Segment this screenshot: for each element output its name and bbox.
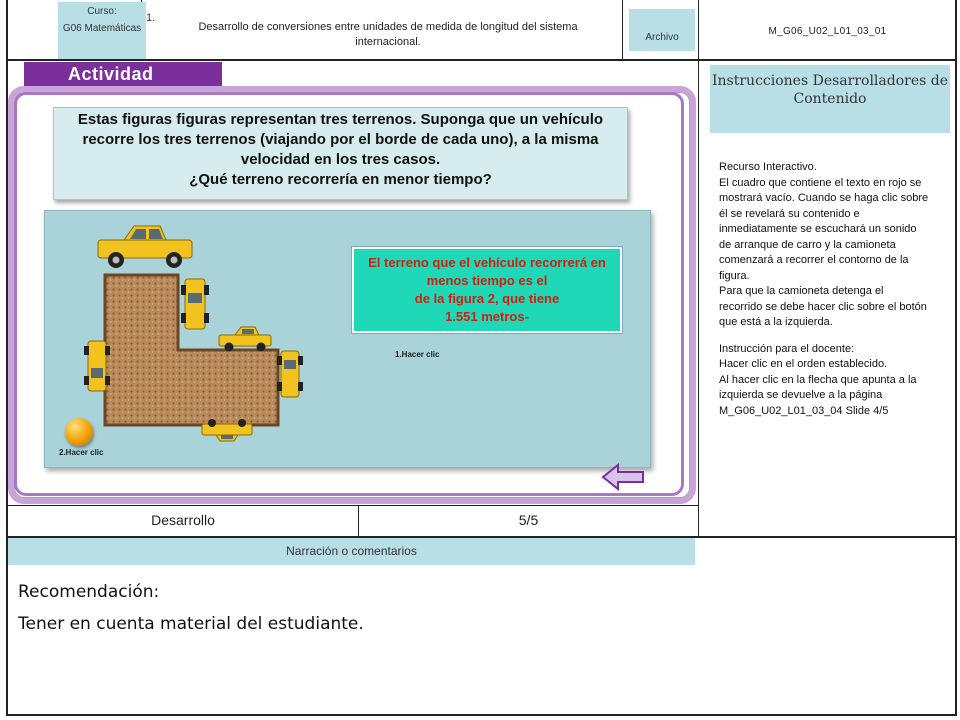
click2-label: 2.Hacer clic xyxy=(59,448,104,457)
course-box xyxy=(58,2,146,59)
answer-text: El terreno que el vehículo recorrerá en menos tiempo es el xyxy=(368,255,606,288)
instruction-line: El cuadro que contiene el texto en rojo se mostrará vacío. Cuando se haga clic sobre él se revelará su contenido e inmediatamente se escuchará un sonido de arranque de carro y la camioneta comenzará a recorrer el contorno de la figura. xyxy=(719,176,929,282)
course-label: Curso: xyxy=(87,6,117,17)
answer-box[interactable] xyxy=(352,247,622,333)
recommendation-text: Tener en cuenta material del estudiante. xyxy=(18,614,364,634)
answer-value: 1.551 metros- xyxy=(445,309,529,324)
instruction-line: Instrucción para el docente: xyxy=(719,342,855,355)
click1-label: 1.Hacer clic xyxy=(395,350,440,359)
instruction-line: Para que la camioneta detenga el recorrido se debe hacer clic sobre el botón que está a la izquierda. xyxy=(719,285,927,328)
question-prompt: ¿Qué terreno recorrería en menor tiempo? xyxy=(189,171,492,188)
page-code: M_G06_U02_L01_03_01 xyxy=(768,26,887,37)
header-cell-divider-2 xyxy=(622,0,623,60)
narration-label: Narración o comentarios xyxy=(8,538,695,565)
truck-icon-left xyxy=(84,338,110,394)
instruction-line: Hacer clic en el orden establecido. xyxy=(719,358,888,370)
answer-figure: de la figura 2, que tiene xyxy=(414,291,560,306)
header-divider xyxy=(6,59,957,61)
truck-icon-right-upper xyxy=(180,275,210,333)
truck-icon-right-lower xyxy=(276,348,304,400)
question-text: Estas figuras figuras representan tres terrenos. Suponga que un vehículo recorre los tres terrenos (viajando por el borde de cada uno), a la misma velocidad en los tres casos. xyxy=(77,111,604,168)
instructions-body xyxy=(719,160,929,419)
truck-icon-middle xyxy=(215,323,275,353)
table-border-right xyxy=(955,0,957,716)
course-value: G06 Matemáticas xyxy=(62,23,142,34)
instruction-line: Recurso Interactivo. xyxy=(719,161,817,173)
back-arrow-icon[interactable] xyxy=(600,462,646,492)
right-column-divider xyxy=(698,0,699,537)
recommendation-heading: Recomendación: xyxy=(18,582,160,602)
slide-number: 5/5 xyxy=(518,512,539,528)
instruction-line: Al hacer clic en la flecha que apunta a la izquierda se devuelve a la página M_G06_U02_L01_03_04 Slide 4/5 xyxy=(719,373,917,417)
section-name: Desarrollo xyxy=(151,512,215,528)
truck-icon-top[interactable] xyxy=(90,218,200,270)
activity-tab: Actividad xyxy=(24,62,222,86)
instructions-title: Instrucciones Desarrolladores de Contenido xyxy=(710,65,950,133)
footer-row-divider xyxy=(6,505,698,506)
question-box xyxy=(53,107,628,200)
header-index: 1. xyxy=(146,12,156,24)
archivo-label: Archivo xyxy=(629,9,695,51)
table-border-bottom xyxy=(6,714,957,716)
header-title: Desarrollo de conversiones entre unidades de medida de longitud del sistema internacional. xyxy=(198,21,578,48)
stop-button[interactable] xyxy=(65,418,93,446)
truck-icon-bottom xyxy=(198,418,256,444)
